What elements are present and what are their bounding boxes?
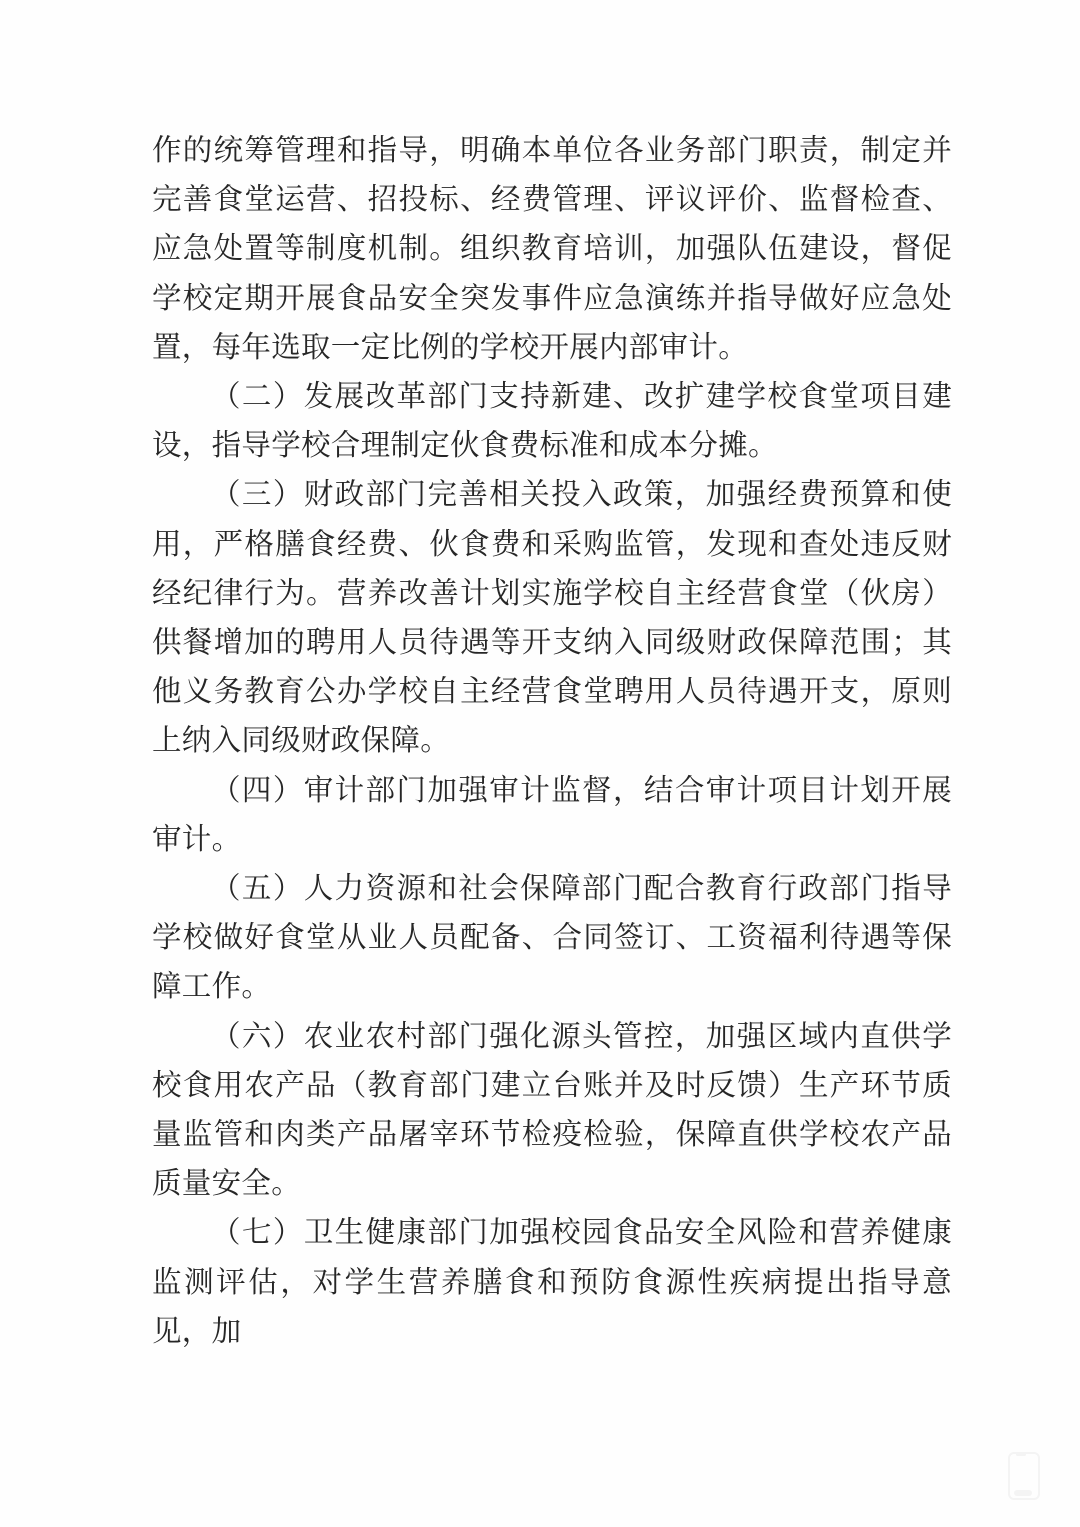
paragraph-item-4: （四）审计部门加强审计监督，结合审计项目计划开展审计。 — [152, 774, 952, 856]
paragraph-item-6: （六）农业农村部门强化源头管控，加强区域内直供学校食用农产品（教育部门建立台账并及时反馈）生产环节质量监管和肉类产品屠宰环节检疫检验，保障直供学校农产品质量安全。 — [152, 1020, 952, 1201]
paragraph-continuation: 作的统筹管理和指导，明确本单位各业务部门职责，制定并完善食堂运营、招投标、经费管理、评议评价、监督检查、应急处置等制度机制。组织教育培训，加强队伍建设，督促学校定期开展食品安全突发事件应急演练并指导做好应急处置，每年选取一定比例的学校开展内部审计。 — [152, 135, 952, 364]
document-body-text — [152, 127, 952, 1357]
paragraph-item-5: （五）人力资源和社会保障部门配合教育行政部门指导学校做好食堂从业人员配备、合同签订、工资福利待遇等保障工作。 — [152, 873, 952, 1004]
phone-watermark-icon — [1008, 1452, 1040, 1500]
paragraph-item-7: （七）卫生健康部门加强校园食品安全风险和营养健康监测评估，对学生营养膳食和预防食源性疾病提出指导意见，加 — [152, 1217, 952, 1348]
paragraph-item-2: （二）发展改革部门支持新建、改扩建学校食堂项目建设，指导学校合理制定伙食费标准和成本分摊。 — [152, 381, 952, 463]
paragraph-item-3: （三）财政部门完善相关投入政策，加强经费预算和使用，严格膳食经费、伙食费和采购监管，发现和查处违反财经纪律行为。营养改善计划实施学校自主经营食堂（伙房）供餐增加的聘用人员待遇等开支纳入同级财政保障范围；其他义务教育公办学校自主经营食堂聘用人员待遇开支，原则上纳入同级财政保障。 — [152, 479, 952, 758]
